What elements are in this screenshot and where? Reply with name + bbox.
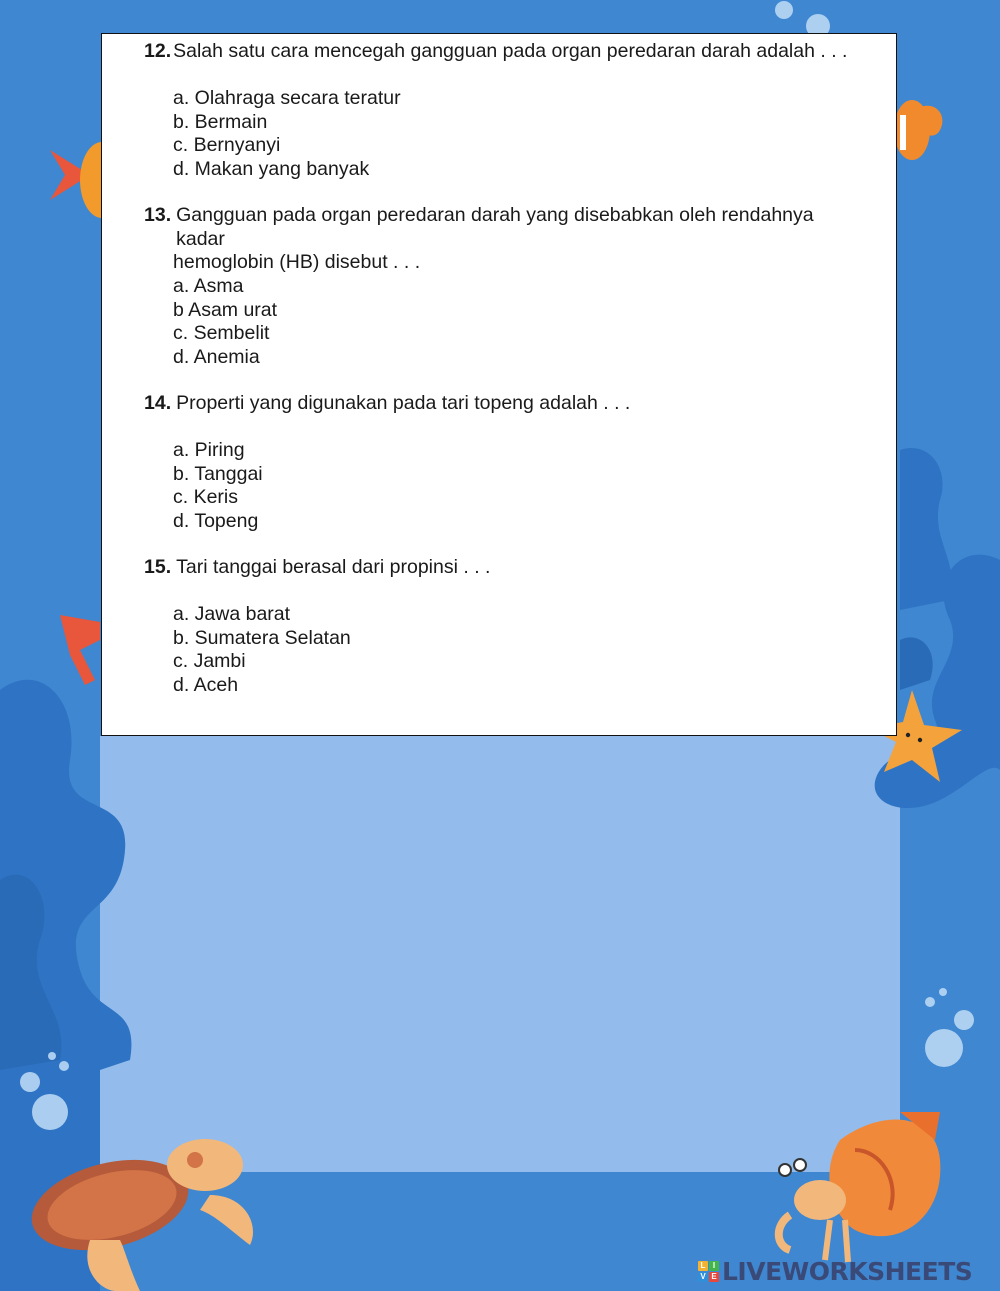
- option-d[interactable]: d. Anemia: [173, 345, 260, 368]
- question-text: Properti yang digunakan pada tari topeng adalah . . .: [176, 392, 631, 414]
- option-b[interactable]: b. Tanggai: [173, 462, 263, 485]
- option-a[interactable]: a. Olahraga secara teratur: [173, 87, 401, 109]
- question-14: [144, 392, 866, 416]
- question-15: [144, 556, 866, 580]
- options-13: [173, 275, 277, 369]
- options-15: [173, 603, 351, 697]
- option-d[interactable]: d. Makan yang banyak: [173, 157, 370, 180]
- worksheet-panel: [101, 33, 897, 736]
- options-14: [173, 439, 263, 533]
- option-c[interactable]: c. Bernyanyi: [173, 134, 281, 156]
- starfish-left: [60, 615, 100, 685]
- clownfish-right: [894, 100, 942, 160]
- option-c[interactable]: c. Keris: [173, 486, 239, 508]
- options-12: [173, 87, 401, 181]
- option-d[interactable]: d. Aceh: [173, 673, 239, 696]
- question-13: [144, 204, 866, 275]
- option-d[interactable]: d. Topeng: [173, 509, 259, 532]
- question-number: 15.: [144, 556, 172, 578]
- question-number: 12.: [144, 40, 172, 62]
- question-text: Salah satu cara mencegah gangguan pada organ peredaran darah adalah . . .: [173, 40, 848, 62]
- brand-name: LIVEWORKSHEETS: [722, 1256, 973, 1286]
- liveworksheets-logo-icon: L I V E: [698, 1261, 719, 1282]
- option-a[interactable]: a. Asma: [173, 275, 244, 297]
- option-b[interactable]: b Asam urat: [173, 298, 278, 321]
- question-text: Gangguan pada organ peredaran darah yang disebabkan oleh rendahnya kadar: [176, 204, 814, 250]
- question-12: [144, 40, 866, 64]
- option-c[interactable]: c. Jambi: [173, 650, 246, 672]
- option-b[interactable]: b. Sumatera Selatan: [173, 626, 351, 649]
- option-b[interactable]: b. Bermain: [173, 110, 268, 133]
- liveworksheets-brand[interactable]: [698, 1256, 972, 1286]
- question-text-continued: hemoglobin (HB) disebut . . .: [173, 251, 421, 273]
- question-number: 13.: [144, 204, 172, 226]
- question-text: Tari tanggai berasal dari propinsi . . .: [176, 556, 491, 578]
- option-c[interactable]: c. Sembelit: [173, 322, 270, 344]
- option-a[interactable]: a. Piring: [173, 439, 245, 461]
- question-number: 14.: [144, 392, 172, 414]
- inner-light-area: [100, 736, 900, 1172]
- option-a[interactable]: a. Jawa barat: [173, 603, 291, 625]
